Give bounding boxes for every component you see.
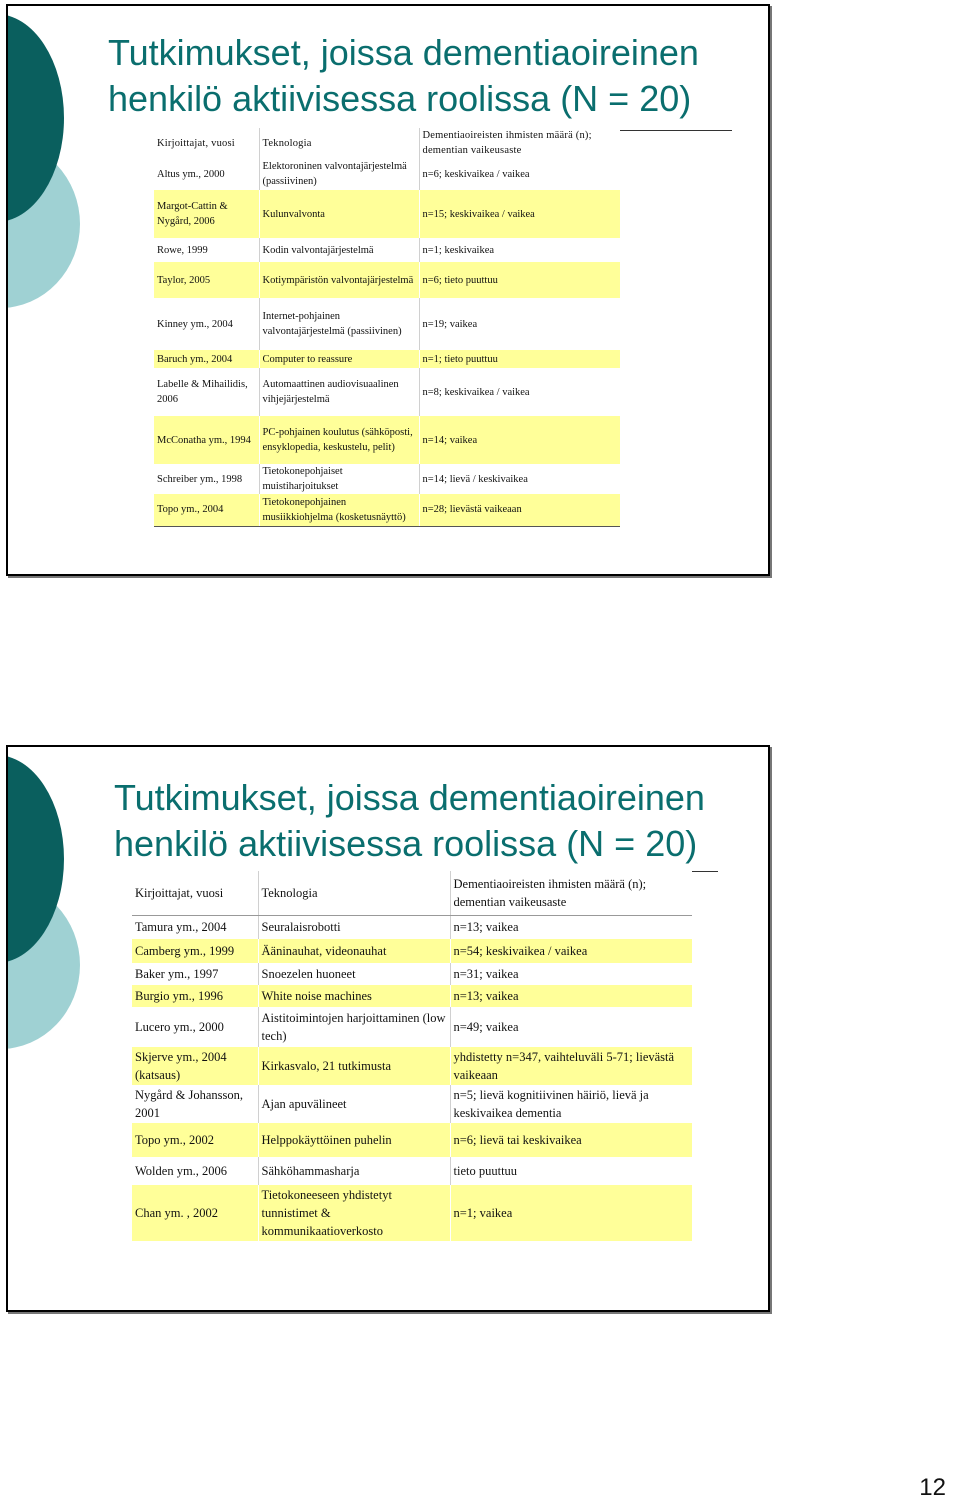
table-row <box>154 158 620 190</box>
cell-author: Margot-Cattin & Nygård, 2006 <box>154 190 259 238</box>
cell-technology: Aistitoimintojen harjoittaminen (low tech) <box>258 1007 450 1047</box>
cell-count: n=1; tieto puuttuu <box>419 350 620 368</box>
title-line-2: henkilö aktiivisessa roolissa (N = 20) <box>114 823 698 864</box>
table-row <box>132 1157 692 1185</box>
cell-technology: Internet-pohjainen valvontajärjestelmä (passiivinen) <box>259 298 419 350</box>
cell-count: n=15; keskivaikea / vaikea <box>419 190 620 238</box>
cell-author: Baker ym., 1997 <box>132 963 258 985</box>
cell-technology: PC-pohjainen koulutus (sähköposti, ensyklopedia, keskustelu, pelit) <box>259 416 419 464</box>
cell-technology: Tietokoneeseen yhdistetyt tunnistimet & kommunikaatioverkosto <box>258 1185 450 1241</box>
cell-count: tieto puuttuu <box>450 1157 692 1185</box>
page-number: 12 <box>919 1474 946 1501</box>
cell-technology: Tietokonepohjaiset muistiharjoitukset <box>259 464 419 494</box>
header-author: Kirjoittajat, vuosi <box>154 128 259 158</box>
cell-count: n=14; vaikea <box>419 416 620 464</box>
cell-author: Altus ym., 2000 <box>154 158 259 190</box>
table-row <box>132 963 692 985</box>
table-row <box>154 350 620 368</box>
studies-table <box>154 128 620 527</box>
header-technology: Teknologia <box>259 128 419 158</box>
table-row <box>132 985 692 1007</box>
table-row <box>132 1047 692 1085</box>
cell-technology: Ääninauhat, videonauhat <box>258 939 450 963</box>
cell-count: yhdistetty n=347, vaihteluväli 5-71; lievästä vaikeaan <box>450 1047 692 1085</box>
cell-count: n=31; vaikea <box>450 963 692 985</box>
cell-author: Chan ym. , 2002 <box>132 1185 258 1241</box>
cell-author: Skjerve ym., 2004 (katsaus) <box>132 1047 258 1085</box>
table-row <box>132 915 692 939</box>
table-row <box>154 368 620 416</box>
cell-technology: Elektoroninen valvontajärjestelmä (passiivinen) <box>259 158 419 190</box>
cell-technology: Automaattinen audiovisuaalinen vihjejärjestelmä <box>259 368 419 416</box>
table-row <box>132 1185 692 1241</box>
cell-count: n=1; vaikea <box>450 1185 692 1241</box>
cell-count: n=6; lievä tai keskivaikea <box>450 1123 692 1157</box>
cell-count: n=6; keskivaikea / vaikea <box>419 158 620 190</box>
cell-count: n=14; lievä / keskivaikea <box>419 464 620 494</box>
table-row <box>132 939 692 963</box>
cell-technology: Kulunvalvonta <box>259 190 419 238</box>
table-row <box>154 262 620 298</box>
studies-table <box>132 871 692 1241</box>
cell-technology: Kirkasvalo, 21 tutkimusta <box>258 1047 450 1085</box>
cell-author: Labelle & Mihailidis, 2006 <box>154 368 259 416</box>
cell-author: Taylor, 2005 <box>154 262 259 298</box>
slide-title <box>108 30 699 122</box>
slide-decoration <box>6 6 96 336</box>
table-row <box>132 1123 692 1157</box>
cell-count: n=8; keskivaikea / vaikea <box>419 368 620 416</box>
cell-author: Topo ym., 2002 <box>132 1123 258 1157</box>
slide-2 <box>6 745 770 1312</box>
table-row <box>132 1085 692 1123</box>
cell-author: Rowe, 1999 <box>154 238 259 262</box>
table-header <box>132 871 692 915</box>
cell-count: n=49; vaikea <box>450 1007 692 1047</box>
cell-technology: Tietokonepohjainen musiikkiohjelma (kosketusnäyttö) <box>259 494 419 526</box>
cell-count: n=5; lievä kognitiivinen häiriö, lievä ja keskivaikea dementia <box>450 1085 692 1123</box>
cell-technology: Computer to reassure <box>259 350 419 368</box>
header-author: Kirjoittajat, vuosi <box>132 871 258 915</box>
cell-author: McConatha ym., 1994 <box>154 416 259 464</box>
cell-count: n=1; keskivaikea <box>419 238 620 262</box>
cell-technology: Seuralaisrobotti <box>258 915 450 939</box>
title-line-1: Tutkimukset, joissa dementiaoireinen <box>108 32 699 73</box>
header-count: Dementiaoireisten ihmisten määrä (n); dementian vaikeusaste <box>419 128 620 158</box>
cell-author: Schreiber ym., 1998 <box>154 464 259 494</box>
cell-author: Tamura ym., 2004 <box>132 915 258 939</box>
cell-author: Nygård & Johansson, 2001 <box>132 1085 258 1123</box>
cell-count: n=13; vaikea <box>450 985 692 1007</box>
cell-technology: Kotiympäristön valvontajärjestelmä <box>259 262 419 298</box>
cell-author: Kinney ym., 2004 <box>154 298 259 350</box>
cell-author: Topo ym., 2004 <box>154 494 259 526</box>
cell-author: Camberg ym., 1999 <box>132 939 258 963</box>
cell-count: n=54; keskivaikea / vaikea <box>450 939 692 963</box>
table-row <box>154 464 620 494</box>
title-line-1: Tutkimukset, joissa dementiaoireinen <box>114 777 705 818</box>
header-count: Dementiaoireisten ihmisten määrä (n); dementian vaikeusaste <box>450 871 692 915</box>
slide-decoration <box>6 747 96 1077</box>
cell-author: Lucero ym., 2000 <box>132 1007 258 1047</box>
cell-technology: Snoezelen huoneet <box>258 963 450 985</box>
slide-1 <box>6 4 770 576</box>
cell-count: n=19; vaikea <box>419 298 620 350</box>
table-row <box>154 238 620 262</box>
cell-count: n=6; tieto puuttuu <box>419 262 620 298</box>
cell-technology: Helppokäyttöinen puhelin <box>258 1123 450 1157</box>
cell-count: n=28; lievästä vaikeaan <box>419 494 620 526</box>
table-row <box>154 494 620 526</box>
table-row <box>154 190 620 238</box>
cell-technology: Kodin valvontajärjestelmä <box>259 238 419 262</box>
table-row <box>154 298 620 350</box>
cell-author: Wolden ym., 2006 <box>132 1157 258 1185</box>
cell-count: n=13; vaikea <box>450 915 692 939</box>
slide-title <box>114 775 705 867</box>
cell-author: Burgio ym., 1996 <box>132 985 258 1007</box>
table-row <box>154 416 620 464</box>
cell-technology: White noise machines <box>258 985 450 1007</box>
title-line-2: henkilö aktiivisessa roolissa (N = 20) <box>108 78 692 119</box>
cell-technology: Sähköhammasharja <box>258 1157 450 1185</box>
table-row <box>132 1007 692 1047</box>
cell-technology: Ajan apuvälineet <box>258 1085 450 1123</box>
table-header <box>154 128 620 158</box>
header-technology: Teknologia <box>258 871 450 915</box>
cell-author: Baruch ym., 2004 <box>154 350 259 368</box>
